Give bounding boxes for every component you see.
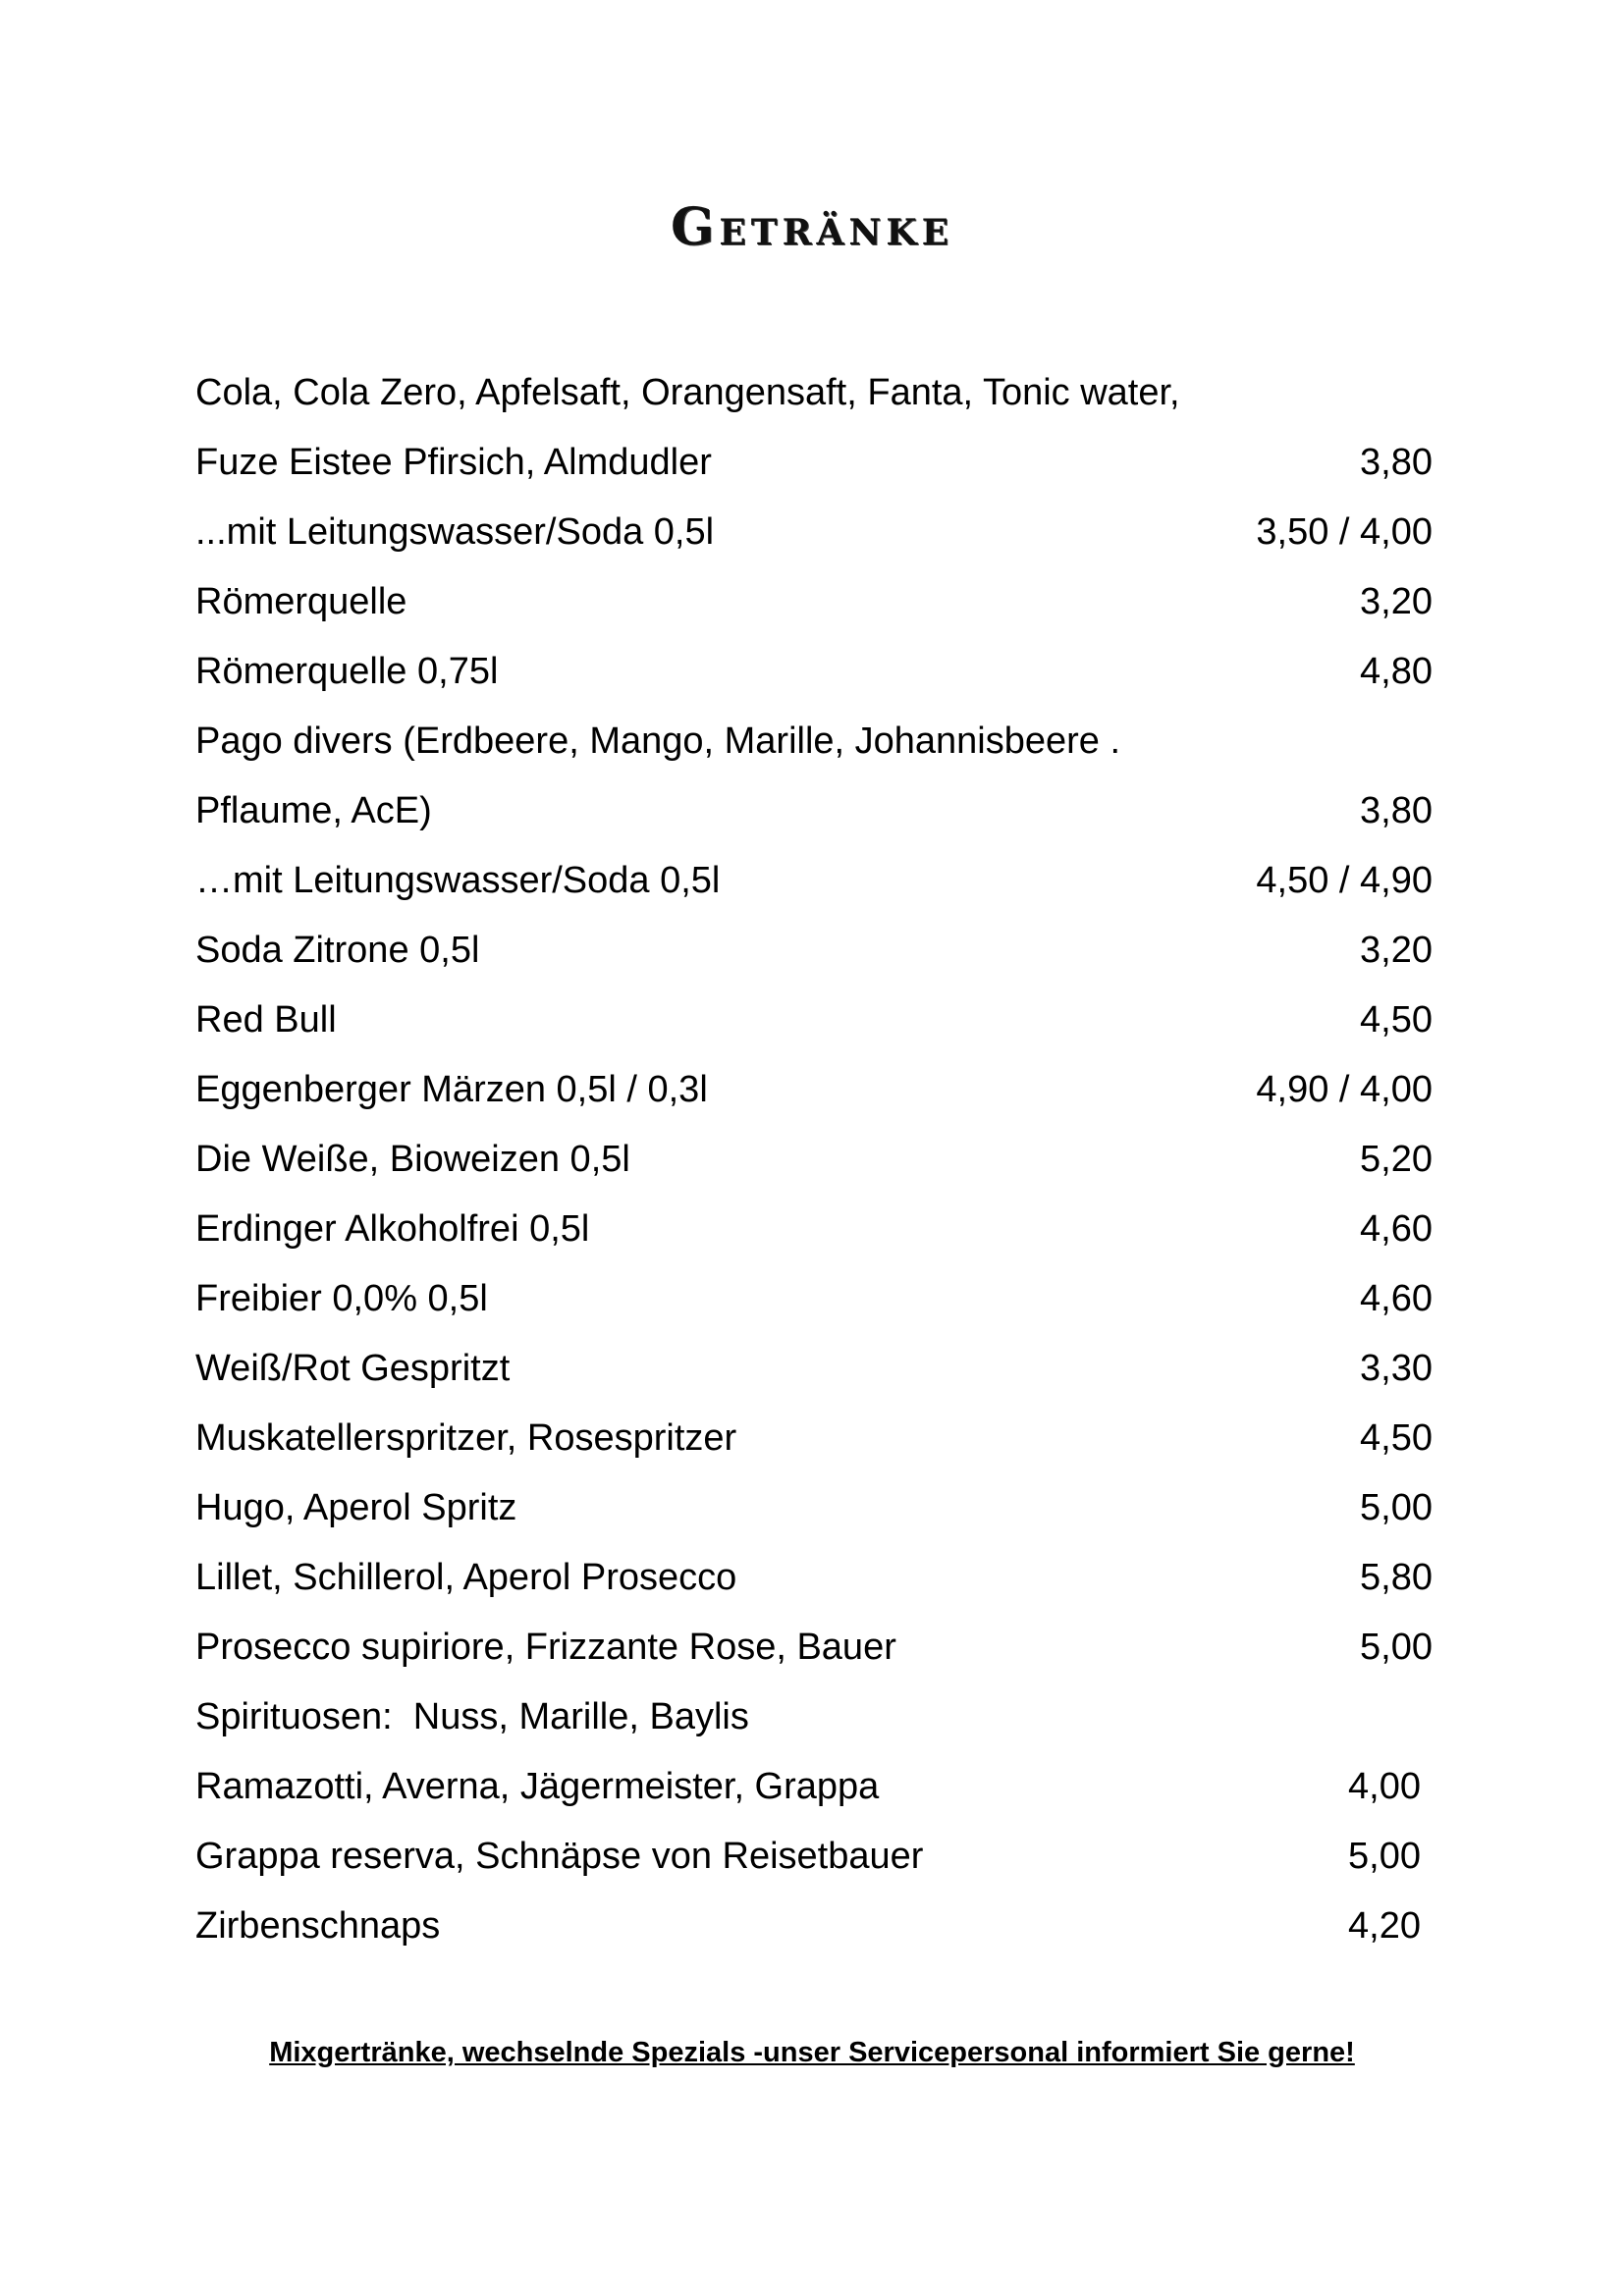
item-name: Lillet, Schillerol, Aperol Prosecco: [195, 1557, 737, 1598]
menu-row: [195, 1264, 1433, 1334]
menu-row: [195, 1473, 1433, 1543]
item-name: Pago divers (Erdbeere, Mango, Marille, Johannisbeere .: [195, 721, 1121, 762]
page-title: Getränke: [670, 197, 954, 257]
item-price: 4,60: [1360, 1278, 1433, 1319]
item-name: …mit Leitungswasser/Soda 0,5l: [195, 860, 721, 901]
menu-row: [195, 1892, 1433, 1961]
item-name: Freibier 0,0% 0,5l: [195, 1278, 488, 1319]
menu-row: [195, 1822, 1433, 1892]
item-price: 4,20: [1348, 1905, 1421, 1947]
item-price: 3,80: [1360, 442, 1433, 483]
item-name: Zirbenschnaps: [195, 1905, 441, 1947]
menu-row: [195, 707, 1433, 776]
item-price: 3,20: [1360, 930, 1433, 971]
menu-row: [195, 1543, 1433, 1613]
item-name: ...mit Leitungswasser/Soda 0,5l: [195, 511, 715, 553]
item-price: 4,50: [1360, 1417, 1433, 1459]
item-price: 4,60: [1360, 1208, 1433, 1250]
menu-row: [195, 498, 1433, 567]
item-name: Spirituosen: Nuss, Marille, Baylis: [195, 1696, 749, 1737]
item-name: Erdinger Alkoholfrei 0,5l: [195, 1208, 590, 1250]
item-price: 4,50 / 4,90: [1256, 860, 1433, 901]
item-name: Cola, Cola Zero, Apfelsaft, Orangensaft, Fanta, Tonic water,: [195, 372, 1180, 413]
item-name: Muskatellerspritzer, Rosespritzer: [195, 1417, 737, 1459]
item-name: Pflaume, AcE): [195, 790, 432, 831]
item-name: Grappa reserva, Schnäpse von Reisetbauer: [195, 1836, 924, 1877]
item-price: 3,50 / 4,00: [1256, 511, 1433, 553]
menu-row: [195, 358, 1433, 428]
menu-row: [195, 1125, 1433, 1195]
item-name: Die Weiße, Bioweizen 0,5l: [195, 1139, 630, 1180]
menu-row: [195, 776, 1433, 846]
item-price: 5,20: [1360, 1139, 1433, 1180]
item-price: 5,00: [1360, 1487, 1433, 1528]
item-price: 3,80: [1360, 790, 1433, 831]
item-name: Weiß/Rot Gespritzt: [195, 1348, 511, 1389]
item-name: Soda Zitrone 0,5l: [195, 930, 480, 971]
menu-row: [195, 1195, 1433, 1264]
menu-row: [195, 986, 1433, 1055]
menu-row: [195, 1752, 1433, 1822]
drinks-menu: [195, 358, 1433, 1961]
menu-row: [195, 1055, 1433, 1125]
item-name: Hugo, Aperol Spritz: [195, 1487, 517, 1528]
menu-row: [195, 846, 1433, 916]
item-name: Römerquelle 0,75l: [195, 651, 499, 692]
item-name: Fuze Eistee Pfirsich, Almdudler: [195, 442, 712, 483]
menu-row: [195, 428, 1433, 498]
menu-row: [195, 637, 1433, 707]
item-price: 3,30: [1360, 1348, 1433, 1389]
item-price: 4,80: [1360, 651, 1433, 692]
menu-row: [195, 1613, 1433, 1682]
item-price: 5,00: [1360, 1627, 1433, 1668]
item-price: 4,00: [1348, 1766, 1421, 1807]
item-price: 4,50: [1360, 999, 1433, 1041]
item-price: 5,80: [1360, 1557, 1433, 1598]
item-name: Red Bull: [195, 999, 337, 1041]
item-name: Prosecco supiriore, Frizzante Rose, Bauer: [195, 1627, 896, 1668]
menu-row: [195, 1682, 1433, 1752]
menu-row: [195, 1334, 1433, 1404]
item-name: Römerquelle: [195, 581, 407, 622]
item-price: 3,20: [1360, 581, 1433, 622]
footer-note: Mixgertränke, wechselnde Spezials -unser Servicepersonal informiert Sie gerne!: [269, 2037, 1355, 2068]
menu-row: [195, 916, 1433, 986]
menu-row: [195, 1404, 1433, 1473]
item-price: 4,90 / 4,00: [1256, 1069, 1433, 1110]
item-name: Ramazotti, Averna, Jägermeister, Grappa: [195, 1766, 880, 1807]
item-name: Eggenberger Märzen 0,5l / 0,3l: [195, 1069, 708, 1110]
menu-row: [195, 567, 1433, 637]
item-price: 5,00: [1348, 1836, 1421, 1877]
